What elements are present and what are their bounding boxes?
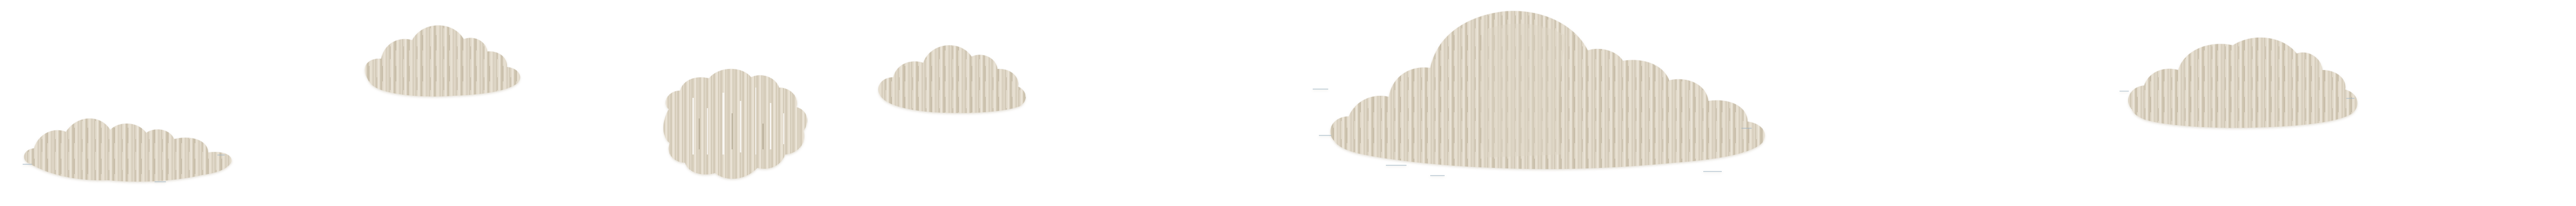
paper-cloud-1: [23, 118, 232, 182]
paper-cloud-3: [664, 69, 807, 179]
paper-cloud-6: [2120, 38, 2358, 128]
paper-cloud-4: [878, 45, 1026, 113]
paper-cloud-5: [1313, 11, 1765, 176]
paper-cloud-2: [365, 25, 520, 96]
